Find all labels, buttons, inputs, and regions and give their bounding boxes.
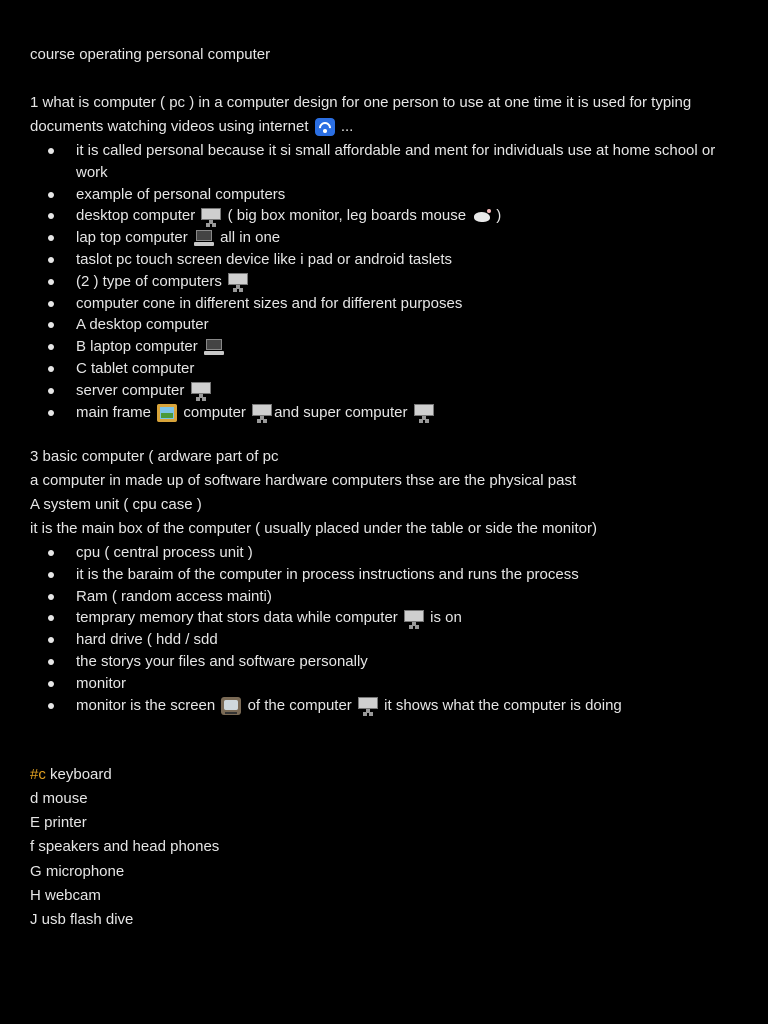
desktop-computer-icon: [404, 610, 424, 627]
list-item-text: server computer: [76, 381, 185, 399]
list-item: [0, 542, 728, 564]
section-c-heading-text: keyboard: [45, 766, 112, 783]
section-c-line: H webcam: [30, 887, 101, 904]
list-item-text: monitor is the screen: [76, 696, 216, 714]
list-item: [0, 140, 728, 184]
list-item-text: all in one: [220, 229, 281, 247]
list-item: [0, 249, 728, 271]
list-item-text: it is called personal because it si small affordable and ment for individuals use at home school or work: [76, 142, 716, 181]
desktop-computer-icon: [358, 697, 378, 714]
list-item-text: computer: [183, 403, 246, 421]
list-item-text: ): [496, 207, 502, 225]
desktop-computer-icon: [252, 404, 272, 421]
desktop-computer-icon: [191, 382, 211, 399]
mouse-icon: [472, 208, 494, 224]
laptop-icon: [204, 339, 224, 356]
list-item: [0, 695, 728, 717]
section1-intro-ellipsis: ...: [340, 118, 354, 135]
list-item: [0, 205, 728, 227]
list-item-text: computer cone in different sizes and for different purposes: [76, 294, 463, 312]
note-title: course operating personal computer: [30, 46, 271, 63]
list-item-text: temprary memory that stors data while computer: [76, 609, 398, 627]
section3-list: [0, 542, 728, 716]
list-item: [0, 336, 728, 358]
section-c-line: G microphone: [30, 863, 125, 880]
list-item-text: taslot pc touch screen device like i pad or android taslets: [76, 250, 453, 268]
list-item: [0, 564, 728, 586]
laptop-icon: [194, 230, 214, 247]
list-item-text: C tablet computer: [76, 359, 195, 377]
list-item: [0, 293, 728, 315]
desktop-computer-icon: [414, 404, 434, 421]
section-c-heading: [30, 763, 738, 787]
framed-picture-icon: [157, 404, 177, 422]
list-item: [0, 629, 728, 651]
list-item: [0, 607, 728, 629]
desktop-computer-icon: [228, 273, 248, 290]
list-item-text: is on: [430, 609, 462, 627]
section1-list: [0, 140, 728, 423]
list-item-text: main frame: [76, 403, 152, 421]
section3-line: it is the main box of the computer ( usually placed under the table or side the monitor): [30, 520, 597, 537]
list-item-text: cpu ( central process unit ): [76, 544, 253, 561]
list-item: [0, 184, 728, 206]
list-item: [0, 402, 728, 424]
list-item-text: hard drive ( hdd / sdd: [76, 631, 218, 649]
list-item: [0, 586, 728, 608]
list-item: [0, 358, 728, 380]
television-icon: [221, 697, 241, 715]
list-item-text: monitor: [76, 674, 127, 692]
list-item-text: (2 ) type of computers: [76, 272, 222, 290]
section-c-line: f speakers and head phones: [30, 838, 220, 855]
list-item: [0, 380, 728, 402]
list-item: [0, 227, 728, 249]
desktop-computer-icon: [201, 208, 221, 225]
section-c-line: E printer: [30, 814, 87, 831]
list-item-text: lap top computer: [76, 229, 188, 247]
section3-line: a computer in made up of software hardware computers thse are the physical past: [30, 472, 577, 489]
list-item-text: the storys your files and software personally: [76, 652, 368, 670]
list-item-text: B laptop computer: [76, 338, 198, 356]
section-c-line: J usb flash dive: [30, 911, 134, 928]
section3-line: A system unit ( cpu case ): [30, 496, 202, 513]
list-item: [0, 651, 728, 673]
list-item-text: of the computer: [247, 696, 352, 714]
list-item-text: A desktop computer: [76, 316, 209, 334]
list-item: [0, 314, 728, 336]
list-item-text: and super computer: [274, 403, 408, 421]
hashtag[interactable]: #c: [30, 766, 46, 783]
list-item-text: Ram ( random access mainti): [76, 587, 272, 605]
section3-heading: 3 basic computer ( ardware part of pc: [30, 448, 279, 465]
section1-intro-text: 1 what is computer ( pc ) in a computer design for one person to use at one time it is used for typing documents watching videos using internet: [30, 94, 692, 135]
section1-intro: [30, 91, 738, 139]
list-item-text: ( big box monitor, leg boards mouse: [227, 207, 467, 225]
wifi-icon: [315, 118, 335, 136]
list-item-text: it shows what the computer is doing: [384, 696, 622, 714]
section-c-line: d mouse: [30, 790, 88, 807]
list-item-text: desktop computer: [76, 207, 196, 225]
list-item: [0, 271, 728, 293]
list-item: [0, 673, 728, 695]
list-item-text: it is the baraim of the computer in process instructions and runs the process: [76, 565, 579, 583]
list-item-text: example of personal computers: [76, 185, 286, 203]
